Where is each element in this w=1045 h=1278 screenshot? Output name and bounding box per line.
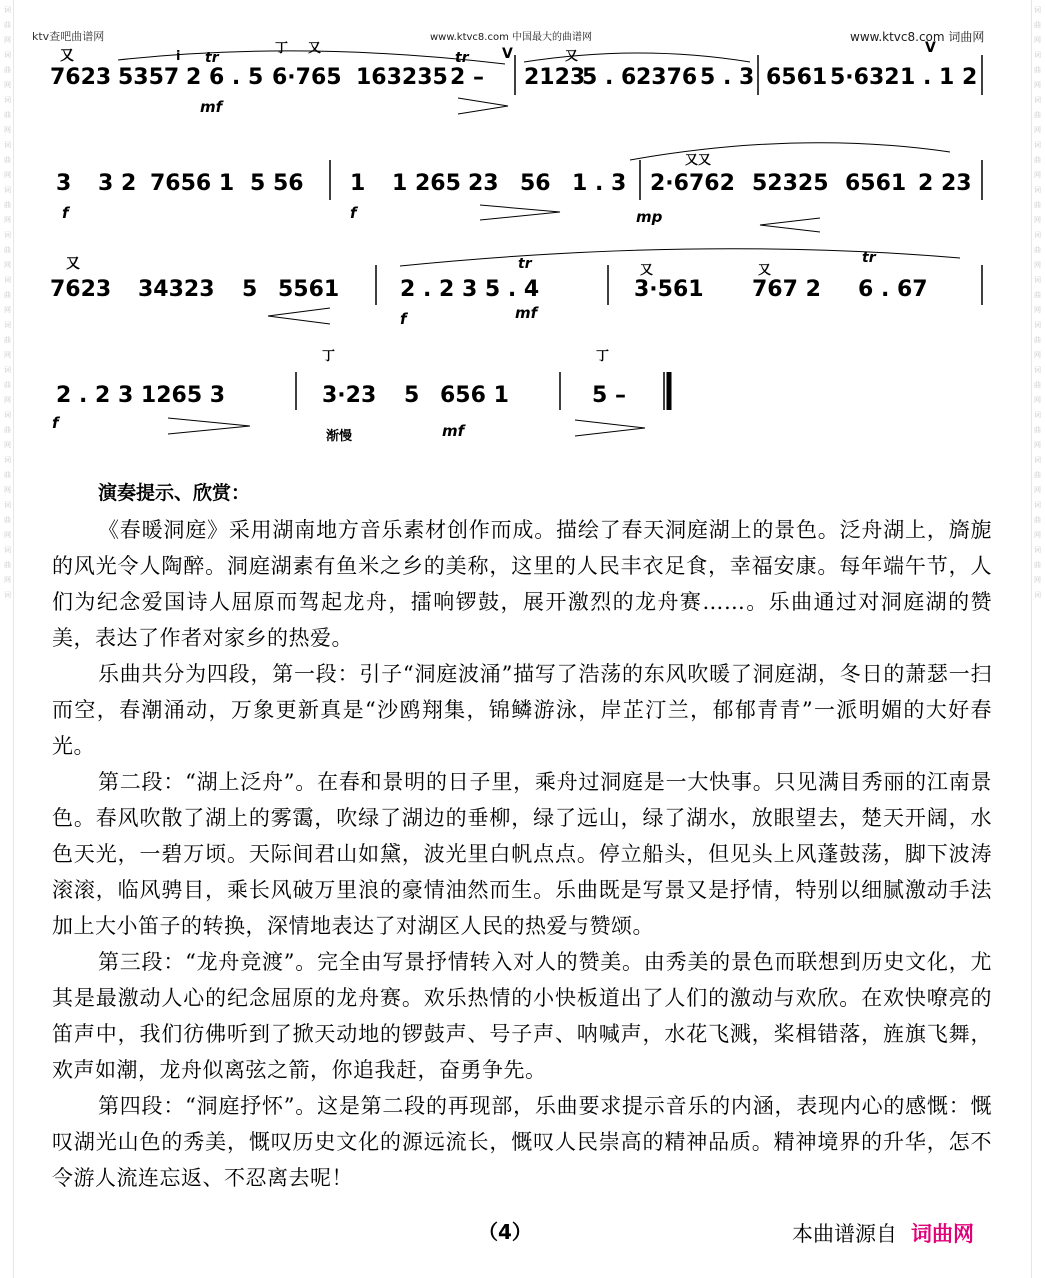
score-mark: tr [205,50,219,66]
score-measure: 3·23 [322,383,377,408]
score-mark: 又 [308,41,322,56]
side-watermark-glyph: 网 [1034,486,1041,494]
score-dynamic: mf [442,422,465,440]
score-line-4 [52,349,669,444]
side-watermark-glyph: 网 [1034,171,1041,179]
side-watermark-glyph: 曲 [4,156,11,164]
score-measure: 7656 1 [150,171,235,196]
side-watermark-glyph: 词 [4,321,11,329]
score-dynamic: mp [636,208,663,226]
side-watermark-glyph: 网 [1034,306,1041,314]
notes-paragraph-3: 第二段：“湖上泛舟”。在春和景明的日子里，乘舟过洞庭是一大快事。只见满目秀丽的江南景色。春风吹散了湖上的雾霭，吹绿了湖边的垂柳，绿了远山，绿了湖水，放眼望去，楚天开阔，水色天光，一碧万顷。天际间君山如黛，波光里白帆点点。停立船头，但见头上风蓬鼓荡，脚下波涛滚滚，临风骋目，乘长风破万里浪的豪情油然而生。乐曲既是写景又是抒情，特别以细腻激动手法加上大小笛子的转换，深情地表达了对湖区人民的热爱与赞颂。 [52,770,992,938]
side-watermark-glyph: 词 [1034,186,1041,194]
score-measure: 2376 [636,65,698,90]
score-measure: 3 2 [98,171,137,196]
side-watermark-glyph: 网 [1034,81,1041,89]
score-measure: 6561 [766,65,828,90]
side-watermark-glyph: 网 [4,531,11,539]
side-watermark-glyph: 词 [1034,276,1041,284]
notes-paragraph-2: 乐曲共分为四段，第一段：引子“洞庭波涌”描写了浩荡的东风吹暖了洞庭湖，冬日的萧瑟一扫而空，春潮涌动，万象更新真是“沙鸥翔集，锦鳞游泳，岸芷汀兰，郁郁青青”一派明媚的大好春光。 [52,662,992,758]
side-watermark-glyph: 词 [4,276,11,284]
side-watermark-glyph: 曲 [4,381,11,389]
side-watermark-glyph: 网 [4,126,11,134]
side-watermark-glyph: 词 [1034,6,1041,14]
notes-heading: 演奏提示、欣赏： [98,482,251,504]
side-watermark-glyph: 网 [4,171,11,179]
score-mark: tr [455,50,469,66]
score-measure: 7623 [50,65,112,90]
score-mark: V [502,46,513,62]
source-label: 本曲谱源自 [792,1222,897,1246]
side-watermark-glyph: 曲 [4,201,11,209]
score-measure: 34323 [138,277,215,302]
side-watermark-glyph: 曲 [1034,111,1041,119]
score-line-1 [50,40,982,116]
score-measure: 5 [242,277,258,302]
score-line-2 [56,143,982,232]
side-watermark-glyph: 词 [1034,96,1041,104]
watermark-top-right: www.ktvc8.com 词曲网 [850,30,985,44]
score-dynamic: f [62,204,69,222]
score-mark: 又 [640,263,654,278]
score-measure: 2 – [450,65,484,90]
side-watermark-glyph: 网 [4,261,11,269]
score-measure: 5 . 6 [582,65,637,90]
score-measure: 1 . 1 2 [900,65,978,90]
side-watermark-glyph: 词 [4,501,11,509]
side-watermark-glyph: 曲 [1034,201,1041,209]
side-watermark-glyph: 网 [4,576,11,584]
score-measure: 767 2 [752,277,821,302]
score-mark: V [925,40,936,56]
side-watermark-glyph: 词 [1034,366,1041,374]
side-watermark-glyph: 词 [1034,231,1041,239]
watermark-top-left: ktv查吧曲谱网 [32,30,105,43]
score-line-3 [50,249,982,328]
side-watermark-glyph: 网 [4,36,11,44]
side-watermark-glyph: 曲 [1034,561,1041,569]
side-watermark-glyph: 词 [4,186,11,194]
side-watermark-glyph: 词 [1034,591,1041,599]
side-watermark-glyph: 曲 [4,426,11,434]
score-mark: tr [862,250,876,266]
score-measure: 5·632 [830,65,900,90]
score-measure: 1 [350,171,366,196]
score-measure: 6561 [845,171,907,196]
score-mark: 又 [66,256,80,272]
score-measure: 6 . 67 [858,277,928,302]
score-measure: 2 . 2 3 5 . 4 [400,277,540,302]
score-measure: 3·561 [634,277,704,302]
score-mark: i [176,49,181,64]
score-measure: 56 [520,171,551,196]
music-score [0,0,1045,460]
side-watermark-glyph: 曲 [1034,516,1041,524]
score-measure: 2·6762 [650,171,735,196]
score-measure: 2123 [524,65,586,90]
side-watermark-glyph: 曲 [4,111,11,119]
side-watermark-glyph: 词 [4,456,11,464]
score-dynamic: mf [200,98,223,116]
score-measure: 5561 [278,277,340,302]
score-mark: 丁 [322,349,336,364]
score-measure: 5 . 3 [700,65,755,90]
side-watermark-glyph: 词 [4,96,11,104]
side-watermark-glyph: 曲 [4,246,11,254]
side-watermark-glyph: 网 [4,441,11,449]
score-measure: 2 23 [918,171,972,196]
side-watermark-glyph: 曲 [1034,426,1041,434]
side-watermark-glyph: 曲 [4,336,11,344]
side-watermark-glyph: 词 [1034,141,1041,149]
side-watermark-glyph: 曲 [4,471,11,479]
side-watermark-glyph: 网 [1034,36,1041,44]
side-watermark-glyph: 网 [1034,216,1041,224]
score-mark: 丁 [275,41,289,56]
score-mark: 又 [60,48,74,64]
side-watermark-glyph: 网 [4,351,11,359]
side-watermark-glyph: 网 [1034,396,1041,404]
side-watermark-glyph: 词 [1034,501,1041,509]
score-measure: 5 56 [250,171,304,196]
side-watermark-glyph: 词 [1034,456,1041,464]
side-watermark-glyph: 曲 [4,291,11,299]
side-watermark-glyph: 词 [1034,546,1041,554]
side-watermark-glyph: 曲 [1034,21,1041,29]
score-dynamic: mf [515,304,538,322]
score-dynamic: f [400,310,407,328]
score-dynamic: f [350,204,357,222]
side-watermark-glyph: 词 [4,366,11,374]
side-watermark-glyph: 曲 [1034,471,1041,479]
score-mark: 丁 [596,349,610,364]
side-watermark-glyph: 曲 [4,66,11,74]
side-watermark-glyph: 词 [1034,411,1041,419]
side-watermark-glyph: 曲 [1034,336,1041,344]
score-measure: 1 . 3 [572,171,627,196]
score-measure: 5 [404,383,420,408]
side-watermark-glyph: 网 [4,486,11,494]
score-measure: 6·765 [272,65,342,90]
score-measure: 1 265 [392,171,461,196]
side-watermark-glyph: 词 [4,231,11,239]
side-watermark-glyph: 网 [4,396,11,404]
side-watermark-glyph: 曲 [1034,246,1041,254]
notes-paragraph-1: 《春暖洞庭》采用湖南地方音乐素材创作而成。描绘了春天洞庭湖上的景色。泛舟湖上，旖旎的风光令人陶醉。洞庭湖素有鱼米之乡的美称，这里的人民丰衣足食，幸福安康。每年端午节，人们为纪念爱国诗人屈原而驾起龙舟，擂响锣鼓，展开激烈的龙舟赛……。乐曲通过对洞庭湖的赞美，表达了作者对家乡的热爱。 [52,518,992,650]
score-measure: 5 – [592,383,626,408]
side-watermark-glyph: 网 [4,306,11,314]
score-mark: 又又 [685,153,712,168]
score-measure: 2 6 . 5 [186,65,264,90]
side-watermark-glyph: 曲 [4,516,11,524]
score-measure: 5357 [118,65,180,90]
side-watermark-glyph: 网 [1034,351,1041,359]
side-watermark-glyph: 词 [4,591,11,599]
side-watermark-glyph: 曲 [4,21,11,29]
score-measure: 3 [56,171,72,196]
side-watermark-glyph: 网 [4,216,11,224]
side-watermark-glyph: 网 [1034,531,1041,539]
score-mark: tr [518,256,532,272]
side-watermark-glyph: 词 [4,6,11,14]
side-watermark-glyph: 词 [4,411,11,419]
score-measure: 7623 [50,277,112,302]
side-watermark-glyph: 曲 [1034,66,1041,74]
side-watermark-glyph: 词 [1034,321,1041,329]
score-measure: 163235 [356,65,448,90]
side-watermark-glyph: 词 [4,546,11,554]
watermark-top-mid: www.ktvc8.com 中国最大的曲谱网 [430,32,593,43]
side-watermark-glyph: 网 [1034,576,1041,584]
score-measure: 52325 [752,171,829,196]
side-watermark-glyph: 网 [1034,126,1041,134]
score-measure: 23 [468,171,499,196]
side-watermark-glyph: 词 [4,141,11,149]
tempo-text: 渐慢 [326,429,353,444]
side-watermark-glyph: 网 [1034,261,1041,269]
side-watermark-glyph: 曲 [1034,291,1041,299]
source-brand-link[interactable]: 词曲网 [911,1222,974,1246]
side-watermark-glyph: 曲 [4,561,11,569]
side-watermark-glyph: 词 [1034,51,1041,59]
side-watermark-glyph: 词 [4,51,11,59]
score-measure: 2 . 2 3 1265 3 [56,383,226,408]
notes-paragraph-4: 第三段：“龙舟竞渡”。完全由写景抒情转入对人的赞美。由秀美的景色而联想到历史文化，尤其是最激动人心的纪念屈原的龙舟赛。欢乐热情的小快板道出了人们的激动与欢欣。在欢快嘹亮的笛声中，我们彷佛听到了掀天动地的锣鼓声、号子声、呐喊声，水花飞溅，桨楫错落，旌旗飞舞，欢声如潮，龙舟似离弦之箭，你追我赶，奋勇争先。 [52,950,992,1082]
side-watermark-glyph: 曲 [1034,156,1041,164]
score-dynamic: f [52,414,59,432]
side-watermark-glyph: 网 [4,81,11,89]
page-number: （4） [478,1220,532,1244]
side-watermark-glyph: 网 [1034,441,1041,449]
score-mark: 又 [565,49,579,64]
score-measure: 656 1 [440,383,509,408]
side-watermark-glyph: 曲 [1034,381,1041,389]
notes-paragraph-5: 第四段：“洞庭抒怀”。这是第二段的再现部，乐曲要求提示音乐的内涵，表现内心的感慨：慨叹湖光山色的秀美，慨叹历史文化的源远流长，慨叹人民崇高的精神品质。精神境界的升华，怎不令游人流连忘返、不忍离去呢！ [52,1094,992,1190]
performance-notes [52,480,992,1196]
score-mark: 又 [758,263,772,278]
source-credit [792,1218,974,1248]
